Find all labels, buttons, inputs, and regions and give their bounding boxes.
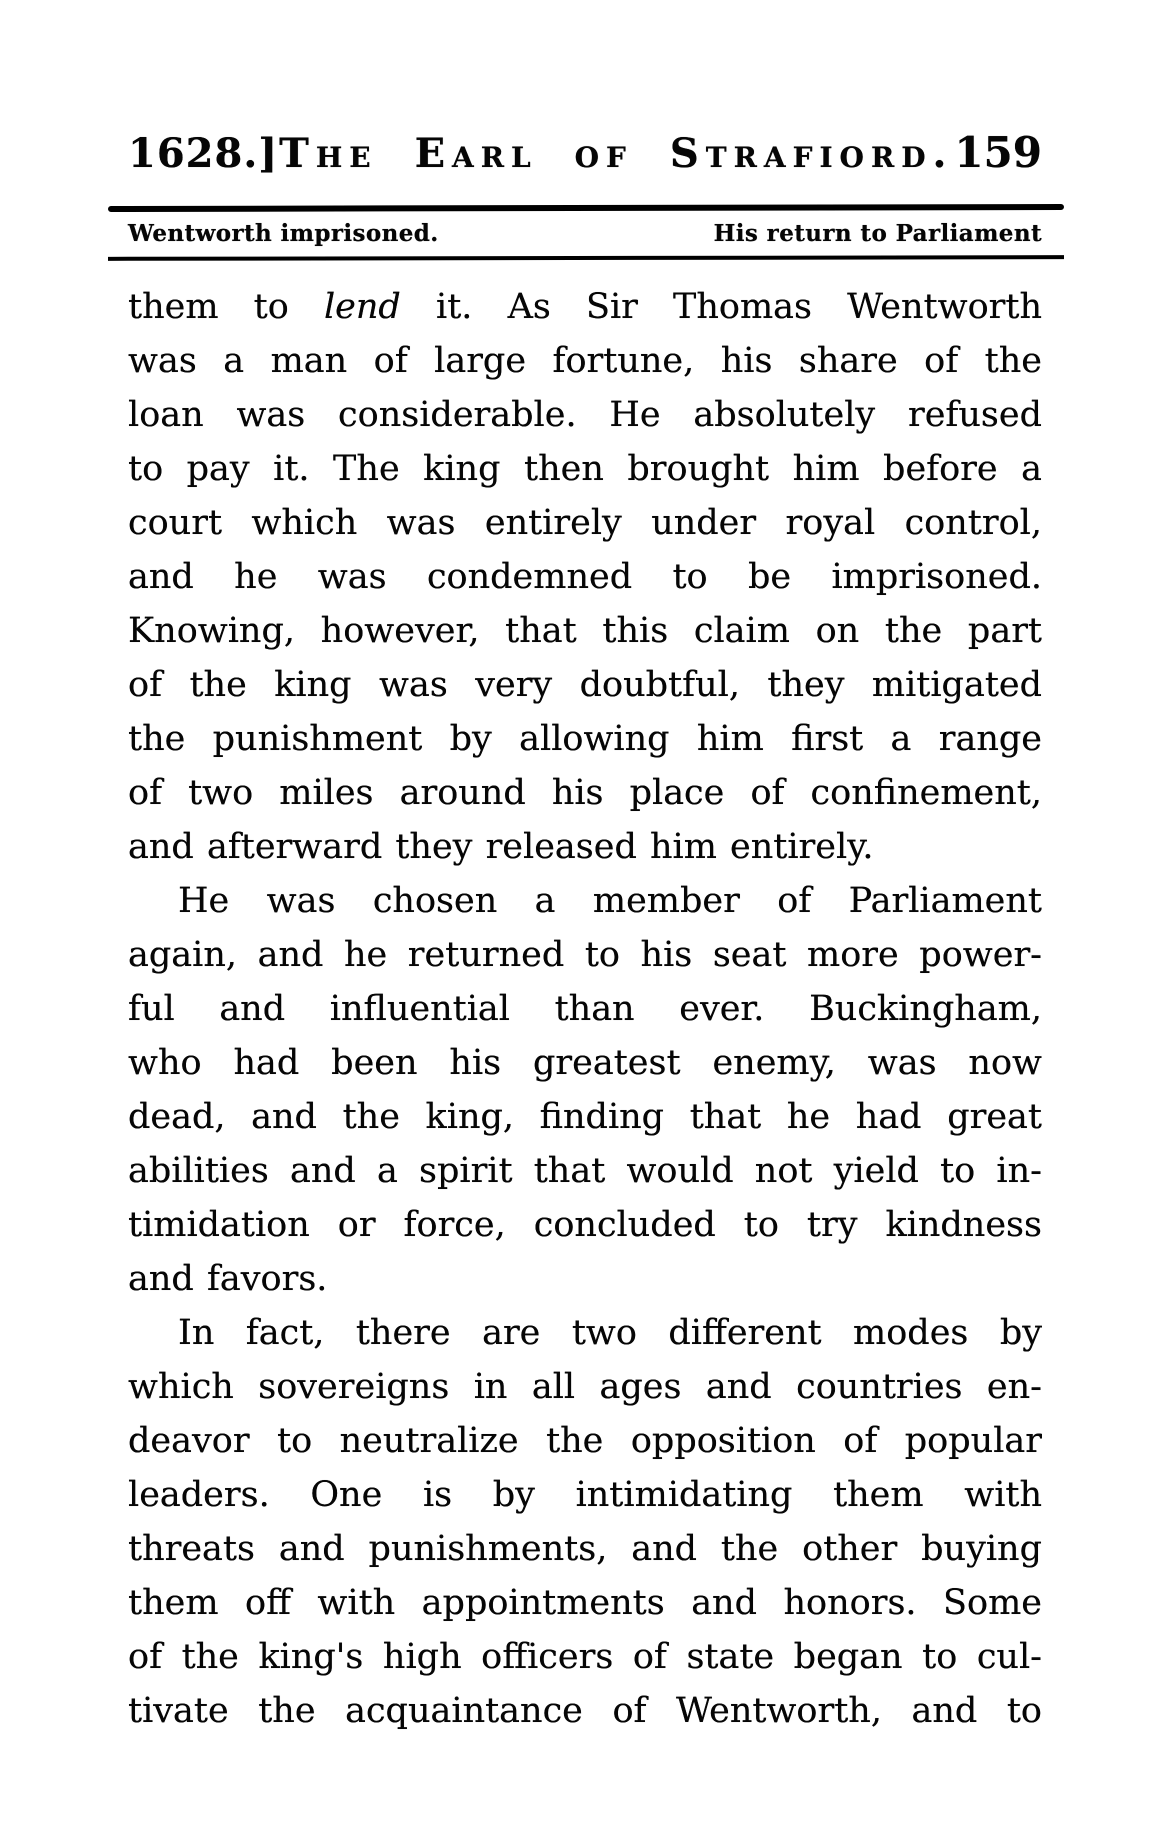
page-content bbox=[128, 128, 1042, 1738]
text-line bbox=[128, 280, 1042, 334]
text-line: In fact, there are two different modes by bbox=[178, 1313, 1042, 1353]
page-header bbox=[128, 128, 1042, 178]
text-line: of two miles around his place of confinement, bbox=[128, 773, 1042, 813]
text-line: which sovereigns in all ages and countries en- bbox=[128, 1367, 1042, 1407]
text-line: and favors. bbox=[128, 1259, 328, 1299]
text-segment: it. As Sir Thomas Wentworth bbox=[400, 287, 1042, 327]
horizontal-rule-top bbox=[108, 204, 1064, 212]
italic-text-segment: lend bbox=[323, 287, 401, 327]
text-line: timidation or force, concluded to try kindness bbox=[128, 1205, 1042, 1245]
text-line: of the king was very doubtful, they mitigated bbox=[128, 665, 1042, 705]
horizontal-rule-bottom bbox=[108, 255, 1064, 261]
text-line: loan was considerable. He absolutely refused bbox=[128, 395, 1042, 435]
text-segment: them to bbox=[128, 287, 324, 327]
text-line: abilities and a spirit that would not yield to in- bbox=[128, 1151, 1042, 1191]
text-line: dead, and the king, finding that he had great bbox=[128, 1097, 1042, 1137]
text-line: of the king's high officers of state began to cul- bbox=[128, 1637, 1042, 1677]
running-head-right: His return to Parliament bbox=[713, 220, 1042, 247]
text-line: them off with appointments and honors. Some bbox=[128, 1583, 1042, 1623]
text-line: leaders. One is by intimidating them with bbox=[128, 1475, 1042, 1515]
body-text bbox=[128, 280, 1042, 1738]
running-heads bbox=[128, 220, 1042, 247]
text-line: threats and punishments, and the other buying bbox=[128, 1529, 1042, 1569]
text-line: He was chosen a member of Parliament bbox=[178, 881, 1042, 921]
text-line: tivate the acquaintance of Wentworth, and to bbox=[128, 1691, 1042, 1731]
text-line: Knowing, however, that this claim on the part bbox=[128, 611, 1042, 651]
text-line: who had been his greatest enemy, was now bbox=[128, 1043, 1042, 1083]
page-title: The Earl of Strafiord. bbox=[279, 130, 954, 177]
text-line: again, and he returned to his seat more power- bbox=[128, 935, 1042, 975]
text-line: was a man of large fortune, his share of the bbox=[128, 341, 1042, 381]
text-line: to pay it. The king then brought him before a bbox=[128, 449, 1042, 489]
page-number: 159 bbox=[954, 128, 1042, 177]
text-line: and he was condemned to be imprisoned. bbox=[128, 557, 1042, 597]
header-year: 1628.] bbox=[128, 130, 279, 177]
text-line: court which was entirely under royal control, bbox=[128, 503, 1042, 543]
text-line: deavor to neutralize the opposition of popular bbox=[128, 1421, 1042, 1461]
text-line: the punishment by allowing him first a range bbox=[128, 719, 1042, 759]
text-line: and afterward they released him entirely. bbox=[128, 827, 874, 867]
running-head-left: Wentworth imprisoned. bbox=[128, 220, 439, 247]
text-line: ful and influential than ever. Buckingham, bbox=[128, 989, 1042, 1029]
